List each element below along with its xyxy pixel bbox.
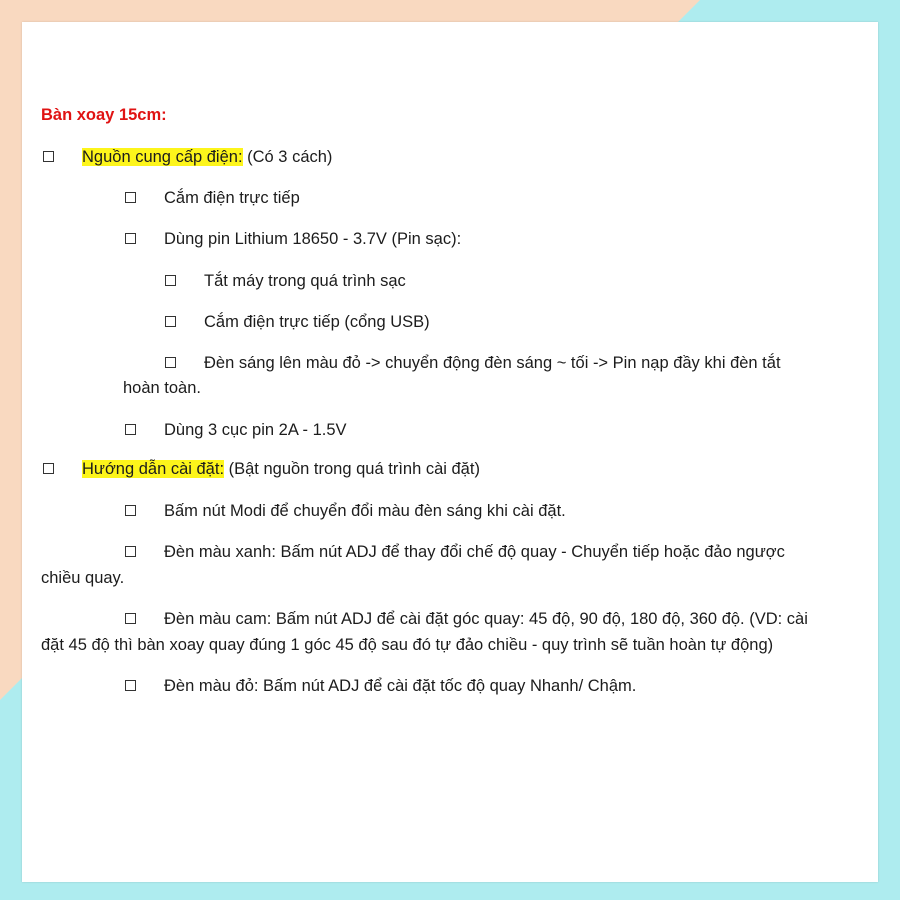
list-item (125, 606, 808, 632)
checkbox-icon (125, 680, 136, 691)
checkbox-icon (165, 316, 176, 327)
list-item (165, 309, 430, 335)
document-title: Bàn xoay 15cm: (41, 106, 167, 124)
checkbox-icon (125, 192, 136, 203)
list-item (165, 350, 781, 376)
section-power-heading: Nguồn cung cấp điện: (82, 148, 243, 166)
section-setup-heading: Hướng dẫn cài đặt: (82, 460, 225, 478)
list-item-text: Đèn màu đỏ: Bấm nút ADJ để cài đặt tốc độ quay Nhanh/ Chậm. (164, 677, 637, 695)
list-item-text: Tắt máy trong quá trình sạc (204, 272, 406, 290)
checkbox-icon (43, 463, 54, 474)
checkbox-icon (125, 424, 136, 435)
list-item-text: Dùng 3 cục pin 2A - 1.5V (164, 421, 347, 439)
list-item-continuation: chiều quay. (41, 569, 125, 587)
list-item (165, 268, 406, 294)
list-item (125, 417, 347, 443)
list-item-text: Cắm điện trực tiếp (cổng USB) (204, 313, 430, 331)
checkbox-icon (43, 151, 54, 162)
checkbox-icon (125, 233, 136, 244)
section-setup-heading-note: (Bật nguồn trong quá trình cài đặt) (224, 460, 480, 478)
list-item-continuation: hoàn toàn. (123, 379, 201, 397)
document-page (22, 22, 878, 882)
list-item (125, 498, 566, 524)
section-power-heading-note: (Có 3 cách) (242, 148, 333, 166)
section-setup-heading-row (43, 456, 480, 482)
list-item-text: Đèn màu xanh: Bấm nút ADJ để thay đổi chế độ quay - Chuyển tiếp hoặc đảo ngược (164, 543, 785, 561)
list-item (125, 226, 461, 252)
list-item (125, 539, 785, 565)
list-item-text: Đèn sáng lên màu đỏ -> chuyển động đèn sáng ~ tối -> Pin nạp đầy khi đèn tắt (204, 354, 781, 372)
list-item-text: Đèn màu cam: Bấm nút ADJ để cài đặt góc quay: 45 độ, 90 độ, 180 độ, 360 độ. (VD: cài (164, 610, 808, 628)
checkbox-icon (125, 505, 136, 516)
list-item (125, 185, 300, 211)
list-item-text: Cắm điện trực tiếp (164, 189, 300, 207)
list-item (125, 673, 636, 699)
section-power-heading-row (43, 144, 332, 170)
list-item-text: Dùng pin Lithium 18650 - 3.7V (Pin sạc): (164, 230, 462, 248)
checkbox-icon (165, 275, 176, 286)
checkbox-icon (165, 357, 176, 368)
checkbox-icon (125, 546, 136, 557)
list-item-text: Bấm nút Modi để chuyển đổi màu đèn sáng khi cài đặt. (164, 502, 566, 520)
list-item-continuation: đặt 45 độ thì bàn xoay quay đúng 1 góc 45 độ sau đó tự đảo chiều - quy trình sẽ tuần hoàn tự động) (41, 636, 774, 654)
checkbox-icon (125, 613, 136, 624)
